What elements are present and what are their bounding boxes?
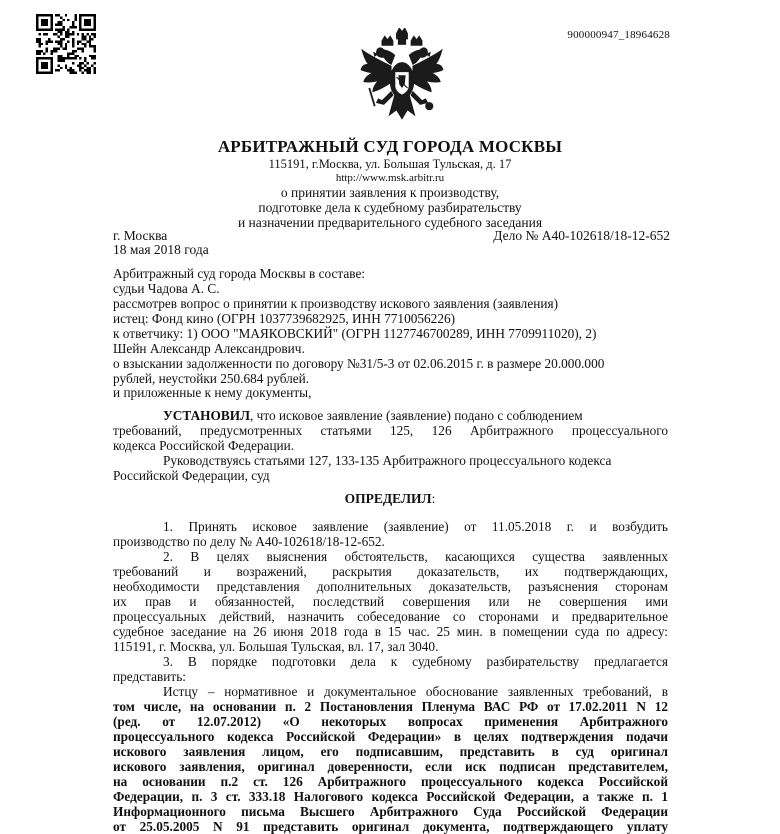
decision-date: 18 мая 2018 года xyxy=(113,242,209,257)
item-3-line: представить: xyxy=(113,669,186,684)
decided-heading xyxy=(0,491,780,507)
plaintiff-bold-line: от 25.05.2005 N 91 представить оригинал документа, подтверждающего уплату xyxy=(113,819,668,834)
item-2-line: процессуальных действий, назначить собеседование со сторонами и предварительное xyxy=(113,609,668,624)
qr-code-image xyxy=(36,14,96,74)
item-3-line: 3. В порядке подготовки дела к судебному разбирательству предлагается xyxy=(163,654,668,669)
item-1-line: производство по делу № А40-102618/18-12-652. xyxy=(113,534,385,549)
established-line: кодекса Российской Федерации. xyxy=(113,438,295,453)
intro-line: к ответчику: 1) ООО "МАЯКОВСКИЙ" (ОГРН 1127746700289, ИНН 7709911020), 2) xyxy=(113,326,597,341)
established-line: требований, предусмотренных статьями 125, 126 Арбитражного процессуального xyxy=(113,423,668,438)
decided-keyword: ОПРЕДЕЛИЛ xyxy=(344,491,432,506)
plaintiff-bold-line: на основании п.2 ст. 126 Арбитражного процессуального кодекса Российской xyxy=(113,774,668,789)
established-paragraph xyxy=(163,408,668,423)
intro-line: и приложенные к нему документы, xyxy=(113,385,312,400)
intro-line: о взыскании задолженности по договору №31/5-3 от 02.06.2015 г. в размере 20.000.000 xyxy=(113,356,605,371)
item-2-line: судебное заседание на 26 июня 2018 года в 15 час. 25 мин. в помещении суда по адресу: xyxy=(113,624,668,639)
intro-line: судьи Чадова А. С. xyxy=(113,281,220,296)
subject-line: подготовке дела к судебному разбирательству xyxy=(258,200,522,215)
plaintiff-bold-line: Федерации, п. 3 ст. 333.18 Налогового кодекса Российской Федерации, а также п. 1 xyxy=(113,789,668,804)
item-2-line: 2. В целях выяснения обстоятельств, касающихся существа заявленных xyxy=(163,549,668,564)
court-website: http://www.msk.arbitr.ru xyxy=(335,172,445,184)
plaintiff-bold-line: Информационного письма Высшего Арбитражного Суда Российской Федерации xyxy=(113,804,668,819)
intro-line: Шейн Александр Александрович. xyxy=(113,341,305,356)
guided-line: Российской Федерации, суд xyxy=(113,468,270,483)
item-2-line: их прав и обязанностей, последствий совершения или не совершения ими xyxy=(113,594,668,609)
plaintiff-bold-line: искового заявления лицом, его подписавшим, представить в суд оригинал xyxy=(113,744,668,759)
intro-line: рассмотрев вопрос о принятии к производству искового заявления (заявления) xyxy=(113,296,558,311)
decided-punct: : xyxy=(431,491,436,506)
plaintiff-bold-line: том числе, на основании п. 2 Постановления Пленума ВАС РФ от 17.02.2011 N 12 xyxy=(113,699,668,714)
russian-coat-of-arms-icon xyxy=(356,28,448,128)
item-2-line: требований и возражений, раскрытия доказательств, их подтверждающих, xyxy=(113,564,668,579)
item-1-line: 1. Принять исковое заявление (заявление) от 11.05.2018 г. и возбудить xyxy=(163,519,668,534)
intro-line: Арбитражный суд города Москвы в составе: xyxy=(113,266,366,281)
document-id: 900000947_18964628 xyxy=(567,29,670,41)
guided-line: Руководствуясь статьями 127, 133-135 Арбитражного процессуального кодекса xyxy=(163,453,612,468)
city: г. Москва xyxy=(113,228,168,243)
established-text: , что исковое заявление (заявление) подано с соблюдением xyxy=(249,408,583,423)
intro-line: рублей, неустойки 250.684 рублей. xyxy=(113,371,310,386)
plaintiff-bold-line: искового заявления, оригинал доверенности, если иск подписан представителем, xyxy=(113,759,668,774)
established-keyword: УСТАНОВИЛ xyxy=(163,408,250,423)
item-2-line: необходимости представления дополнительных доказательств, разъяснения сторонам xyxy=(113,579,668,594)
court-title: АРБИТРАЖНЫЙ СУД ГОРОДА МОСКВЫ xyxy=(217,137,563,156)
subject-line: о принятии заявления к производству, xyxy=(280,185,500,200)
plaintiff-line: Истцу – нормативное и документальное обоснование заявленных требований, в xyxy=(163,684,668,699)
intro-line: истец: Фонд кино (ОГРН 1037739682925, ИНН 7710056226) xyxy=(113,311,456,326)
court-address: 115191, г.Москва, ул. Большая Тульская, д. 17 xyxy=(268,157,512,171)
item-2-line: 115191, г. Москва, ул. Большая Тульская, вл. 17, зал 3040. xyxy=(113,639,439,654)
plaintiff-bold-line: процессуального кодекса Российской Федерации» в целях подтверждения подачи xyxy=(113,729,668,744)
subject-line: и назначении предварительного судебного заседания xyxy=(237,215,543,230)
plaintiff-bold-line: (ред. от 12.07.2012) «О некоторых вопросах применения Арбитражного xyxy=(113,714,668,729)
case-number: Дело № А40-102618/18-12-652 xyxy=(493,228,670,243)
